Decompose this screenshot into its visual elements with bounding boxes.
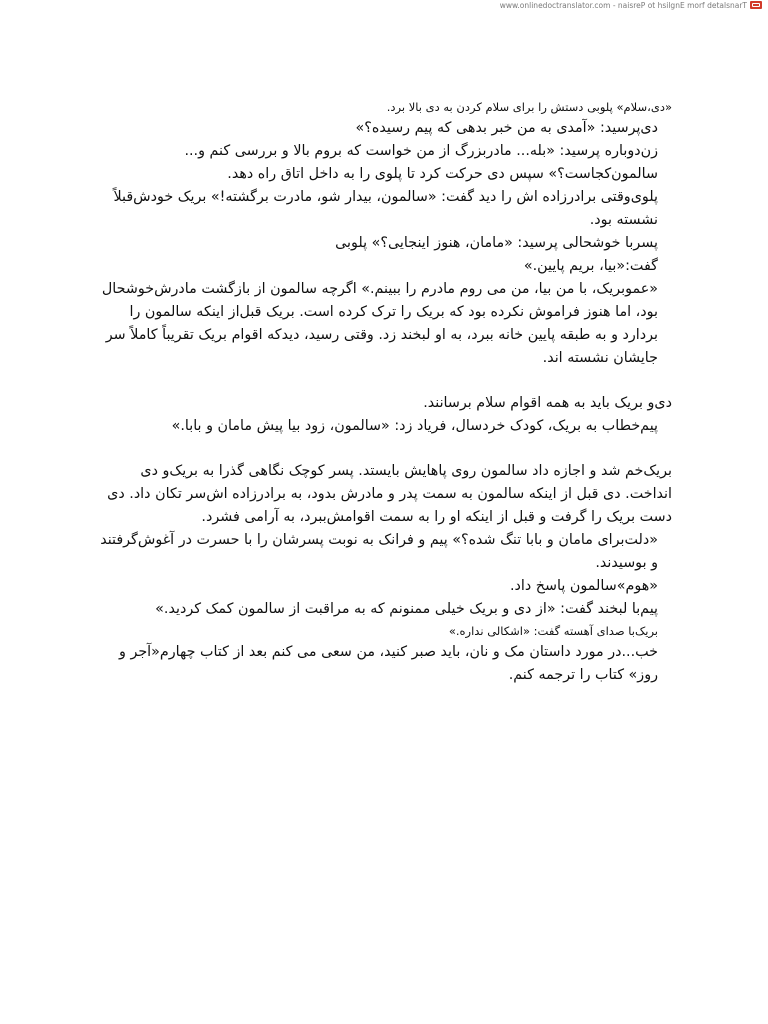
document-icon <box>750 1 762 9</box>
paragraph: پیم‌خطاب به بریک، کودک خردسال، فریاد زد: «سالمون، زود بیا پیش مامان و بابا.» <box>171 418 658 434</box>
watermark-text: www.onlinedoctranslator.com - naisreP ot hsilgnE morf detalsnarT <box>499 0 747 10</box>
paragraph: «هوم»سالمون پاسخ داد. <box>510 578 658 594</box>
paragraph: بریک‌با صدای آهسته گفت: «اشکالی نداره.» <box>448 624 658 638</box>
translator-watermark <box>500 0 762 10</box>
paragraph-spacer <box>92 438 672 460</box>
paragraph: بریک‌خم شد و اجازه داد سالمون روی پاهایش بایستد. پسر کوچک نگاهی گذرا به بریک‌و دی انداخت. دی قبل از اینکه سالمون به سمت پدر و مادرش بدود، به برادرزاده اش‌سر تکان داد. دی دست بریک را گرفت و قبل از اینکه او را به سمت اقوامش‌ببرد، به آرامی فشرد. <box>107 463 672 525</box>
paragraph: گفت:«بیا، بریم پایین.» <box>523 258 658 274</box>
paragraph: پیم‌با لبخند گفت: «از دی و بریک خیلی ممنونم که به مراقبت از سالمون کمک کردید.» <box>155 601 658 617</box>
paragraph: خب...در مورد داستان مک و نان، باید صبر کنید، من سعی می کنم بعد از کتاب چهارم«آجر و روز» کتاب را ترجمه کنم. <box>119 644 658 683</box>
paragraph: «عموبریک، با من بیا، من می روم مادرم را ببینم.» اگرچه سالمون از بازگشت مادرش‌خوشحال بود، اما هنوز فراموش نکرده بود که بریک را ترک کرده است. بریک قبل‌از اینکه سالمون را بردارد و به طبقه پایین خانه ببرد، به او لبخند زد. وقتی رسید، دیدکه اقوام بریک تقریباً کاملاً سر جایشان نشسته اند. <box>101 281 658 366</box>
paragraph: دی‌پرسید: «آمدی به من خبر بدهی که پیم رسیده؟» <box>355 120 658 136</box>
paragraph: زن‌دوباره پرسید: «بله... مادربزرگ از من خواست که بروم بالا و بررسی کنم و... سالمون‌کجاست؟» سپس دی حرکت کرد تا پلوی را به داخل اتاق راه دهد. <box>184 143 658 182</box>
paragraph: پسربا خوشحالی پرسید: «مامان، هنوز اینجایی؟» پلوبی <box>335 235 658 251</box>
document-body <box>92 97 672 687</box>
paragraph: دی‌و بریک باید به همه اقوام سلام برسانند. <box>423 395 672 411</box>
paragraph: پلوی‌وقتی برادرزاده اش را دید گفت: «سالمون، بیدار شو، مادرت برگشته!» بریک خودش‌قبلاً نشسته بود. <box>113 189 658 228</box>
paragraph: «دلت‌برای مامان و بابا تنگ شده؟» پیم و فرانک به نوبت پسرشان را با حسرت در آغوش‌گرفتند و بوسیدند. <box>100 532 658 571</box>
paragraph: «دی،سلام» پلوبی دستش را برای سلام کردن به دی بالا برد. <box>386 100 672 114</box>
paragraph-spacer <box>92 370 672 392</box>
